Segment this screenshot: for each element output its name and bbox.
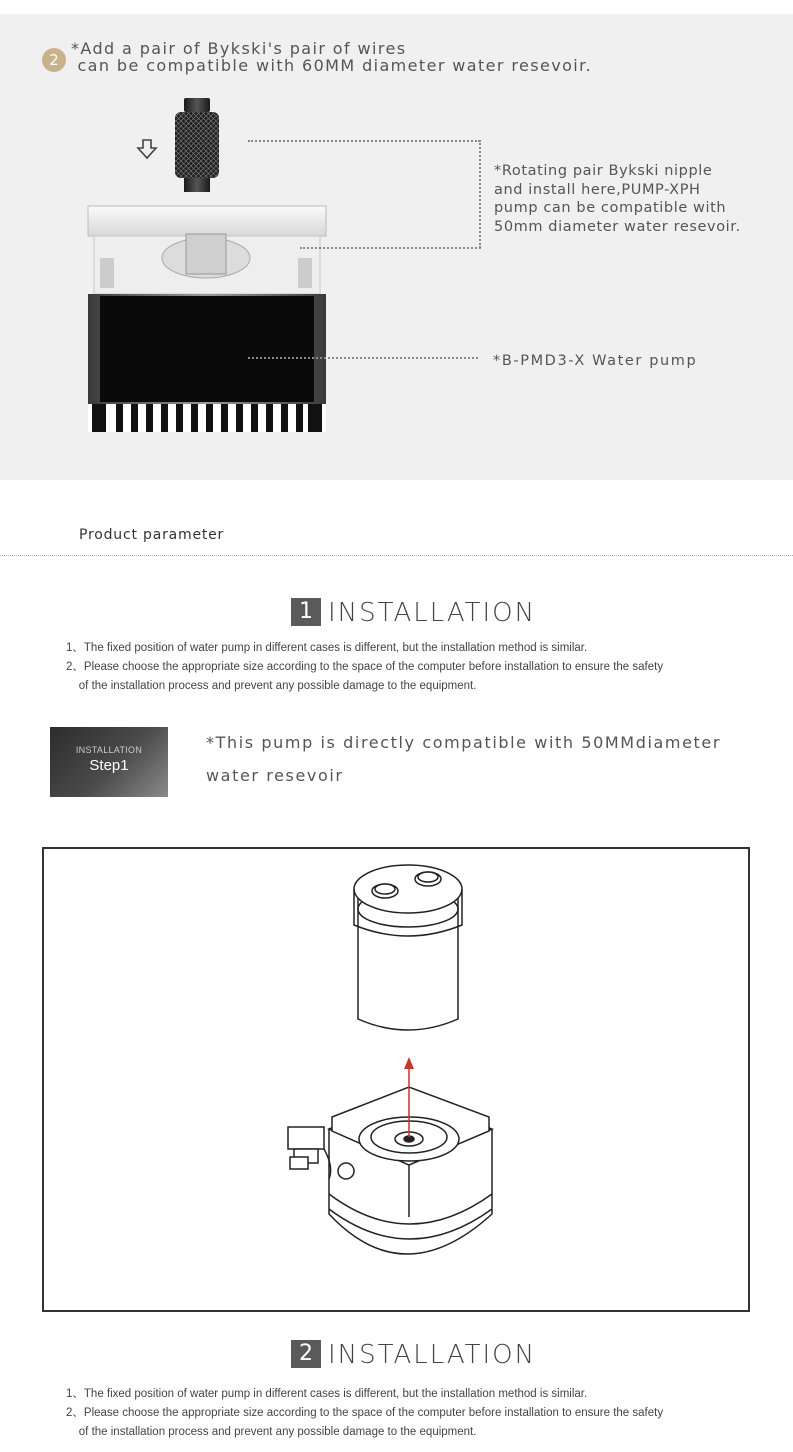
top-note-line2: can be compatible with 60MM diameter water resevoir. [71, 56, 593, 75]
step1-big-label: Step1 [89, 757, 129, 774]
instruction-line: of the installation process and prevent any possible damage to the equipment. [66, 680, 477, 692]
installation-1-heading [291, 598, 536, 630]
section-divider [0, 555, 793, 556]
installation-1-instructions [66, 639, 663, 696]
installation-2-heading [291, 1340, 536, 1372]
instruction-line: of the installation process and prevent any possible damage to the equipment. [66, 1426, 477, 1438]
installation-1-number: 1 [291, 598, 321, 626]
section-title: Product parameter [79, 527, 225, 543]
callout-leader-pump [248, 357, 478, 359]
step-number-badge: 2 [42, 48, 66, 72]
callout-leader-vertical [479, 140, 481, 248]
top-note [71, 40, 592, 74]
callout-pump: *B-PMD3-X Water pump [493, 353, 698, 369]
step1-box [50, 727, 168, 797]
instruction-line: 1、The fixed position of water pump in different cases is different, but the installation method is similar. [66, 1388, 588, 1400]
step1-note: *This pump is directly compatible with 50MMdiameter water resevoir [206, 733, 722, 785]
callout-nipple-line: 50mm diameter water resevoir. [494, 218, 741, 235]
callout-nipple-line: *Rotating pair Bykski nipple [494, 163, 713, 179]
instruction-line: 2、Please choose the appropriate size according to the space of the computer before installation to ensure the safety [66, 661, 664, 673]
pump-reservoir-diagram [44, 849, 748, 1310]
installation-2-title: INSTALLATION [328, 1340, 537, 1370]
callout-nipple-line: and install here,PUMP-XPH [494, 181, 701, 198]
water-pump-photo [86, 96, 332, 434]
installation-1-title: INSTALLATION [328, 598, 537, 628]
callout-leader-bottom [300, 247, 481, 249]
installation-2-number: 2 [291, 1340, 321, 1368]
instruction-line: 1、The fixed position of water pump in different cases is different, but the installation method is similar. [66, 642, 588, 654]
callout-leader-top [248, 140, 480, 142]
top-note-line1: *Add a pair of Bykski's pair of wires [71, 39, 407, 58]
installation-2-instructions [66, 1385, 663, 1442]
instruction-line: 2、Please choose the appropriate size according to the space of the computer before installation to ensure the safety [66, 1407, 664, 1419]
step1-small-label: INSTALLATION [75, 745, 143, 755]
callout-nipple-line: pump can be compatible with [494, 200, 727, 216]
callout-nipple [494, 162, 741, 236]
